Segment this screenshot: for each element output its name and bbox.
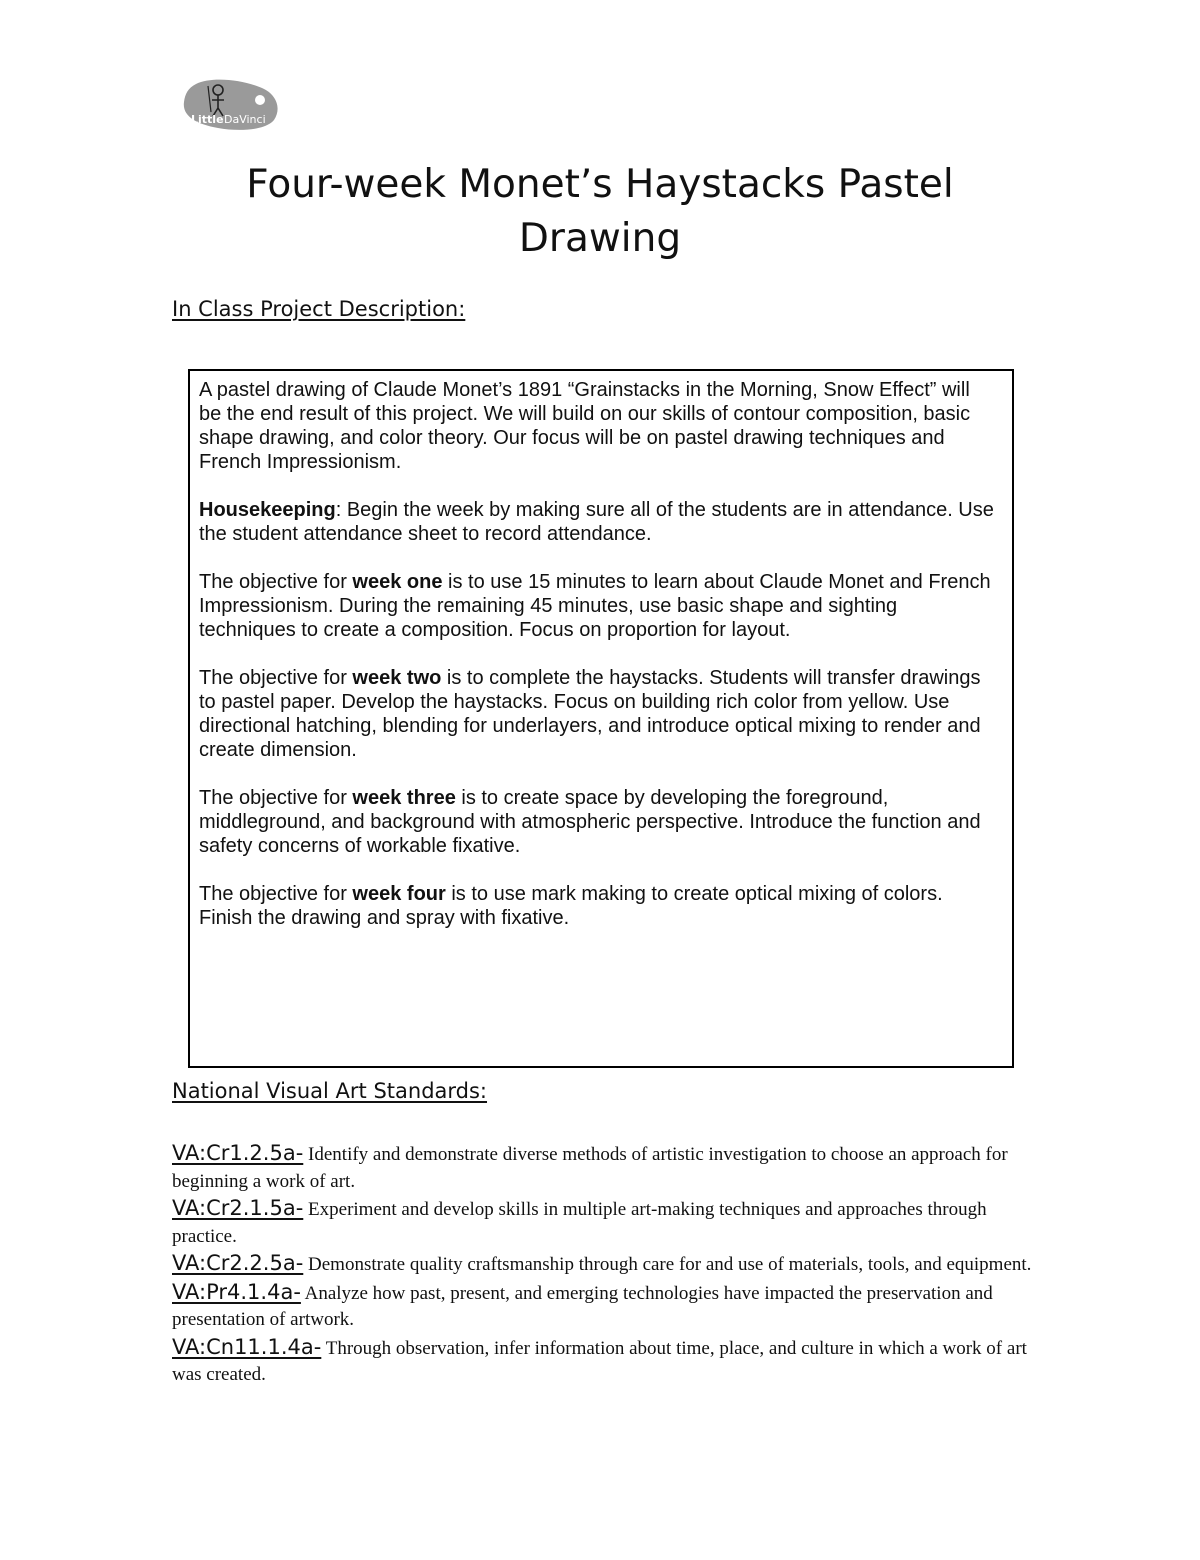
standard-text: Identify and demonstrate diverse methods of artistic investigation to choose an approach for beginning a work of art. <box>172 1144 1008 1192</box>
week-text: is to use 15 minutes to learn about Claude Monet and French Impressionism. During the remaining 45 minutes, use basic shape and sighting techniques to create a composition. Focus on proportion for layout. <box>199 571 991 641</box>
standard-code: VA:Cr1.2.5a- <box>172 1141 304 1165</box>
standard-text: Experiment and develop skills in multiple art-making techniques and approaches through practice. <box>172 1199 987 1247</box>
standards-list <box>172 1140 1042 1389</box>
week-label: week one <box>352 571 443 593</box>
standard-text: Through observation, infer information about time, place, and culture in which a work of art was created. <box>172 1337 1027 1385</box>
objective-prefix: The objective for <box>199 667 353 689</box>
page-title-line-1: Four-week Monet’s Haystacks Pastel <box>246 162 954 207</box>
week-label: week three <box>352 787 456 809</box>
week-one-paragraph <box>199 570 996 642</box>
week-two-paragraph <box>199 666 996 762</box>
palette-hole <box>255 95 265 105</box>
standard-item <box>172 1195 1042 1250</box>
week-text: is to create space by developing the foreground, middleground, and background with atmospheric perspective. Introduce the function and safety concerns of workable fixative. <box>199 787 981 857</box>
housekeeping-label: Housekeeping <box>199 499 336 521</box>
standard-item <box>172 1250 1042 1279</box>
standard-text: Analyze how past, present, and emerging technologies have impacted the preservation and presentation of artwork. <box>172 1282 993 1330</box>
standard-item <box>172 1279 1042 1334</box>
standard-text: Demonstrate quality craftsmanship through care for and use of materials, tools, and equipment. <box>303 1254 1032 1275</box>
objective-prefix: The objective for <box>199 571 353 593</box>
week-four-paragraph <box>199 882 996 930</box>
standards-heading: National Visual Art Standards: <box>172 1079 488 1103</box>
standard-item <box>172 1140 1042 1195</box>
week-three-paragraph <box>199 786 996 858</box>
standard-code: VA:Cr2.2.5a- <box>172 1251 304 1275</box>
standard-item <box>172 1334 1042 1389</box>
little-davinci-logo <box>182 78 280 130</box>
housekeeping-text: : Begin the week by making sure all of the students are in attendance. Use the student attendance sheet to record attendance. <box>199 499 994 545</box>
week-label: week two <box>352 667 442 689</box>
page-title-line-2: Drawing <box>518 216 682 261</box>
week-text: is to use mark making to create optical mixing of colors. Finish the drawing and spray with fixative. <box>199 883 943 929</box>
description-heading: In Class Project Description: <box>172 297 466 321</box>
objective-prefix: The objective for <box>199 883 353 905</box>
standard-code: VA:Pr4.1.4a- <box>172 1279 301 1304</box>
week-label: week four <box>352 883 446 905</box>
logo-text-little: Little <box>191 113 224 126</box>
standard-code: VA:Cr2.1.5a- <box>172 1196 304 1220</box>
objective-prefix: The objective for <box>199 787 353 809</box>
intro-paragraph: A pastel drawing of Claude Monet’s 1891 “Grainstacks in the Morning, Snow Effect” will be the end result of this project. We will build on our skills of contour composition, basic shape drawing, and color theory. Our focus will be on pastel drawing techniques and French Impressionism. <box>199 379 971 473</box>
week-text: is to complete the haystacks. Students will transfer drawings to pastel paper. Develop the haystacks. Focus on building rich color from yellow. Use directional hatching, blending for underlayers, and introduce optical mixing to render and create dimension. <box>199 667 981 761</box>
page-title <box>150 158 1050 266</box>
logo-text-davinci: DaVinci <box>224 113 266 126</box>
description-box <box>188 369 1014 1068</box>
standard-code: VA:Cn11.1.4a- <box>172 1334 322 1359</box>
housekeeping-paragraph <box>199 498 996 546</box>
